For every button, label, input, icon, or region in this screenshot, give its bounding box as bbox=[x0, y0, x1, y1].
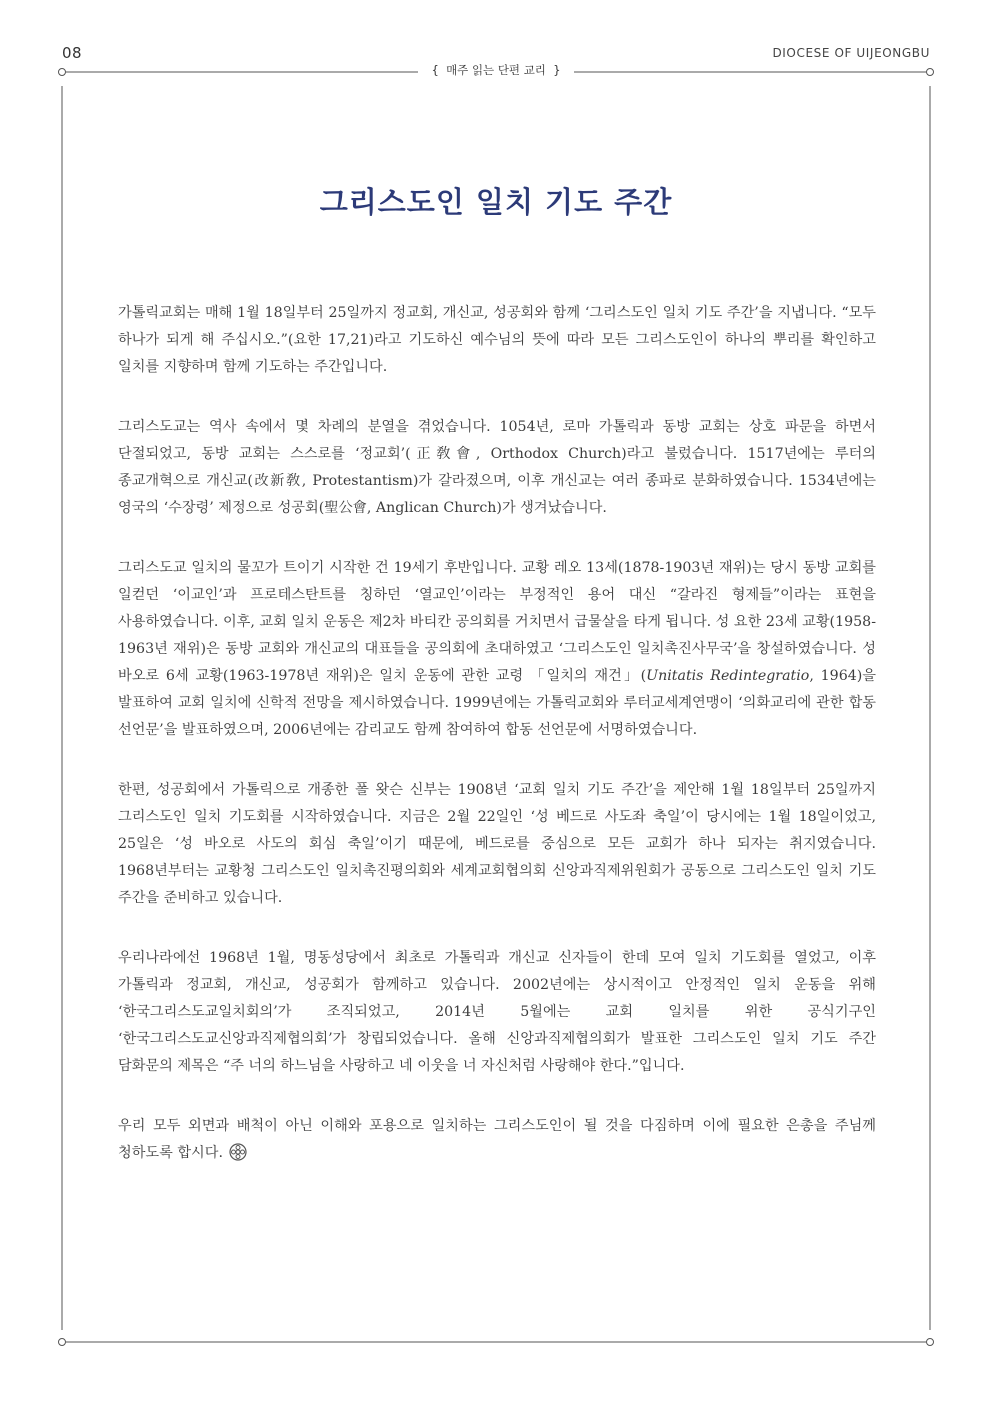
corner-circle-bottom-left bbox=[59, 1339, 66, 1346]
article-title: 그리스도인 일치 기도 주간 bbox=[319, 185, 673, 219]
paragraph-1: 가톨릭교회는 매해 1월 18일부터 25일까지 정교회, 개신교, 성공회와 함께 ‘그리스도인 일치 기도 주간’을 지냅니다. “모두 하나가 되게 해 주십시오.”(요한 17,21)라고 기도하신 예수님의 뜻에 따라 모든 그리스도인이 하나의 뿌리를 확인하고 일치를 지향하며 함께 기도하는 주간입니다. bbox=[118, 305, 876, 375]
series-brace-open: { bbox=[431, 63, 439, 77]
paragraph-2: 그리스도교는 역사 속에서 몇 차례의 분열을 겪었습니다. 1054년, 로마 가톨릭과 동방 교회는 상호 파문을 하면서 단절되었고, 동방 교회는 스스로를 ‘정교회’(正敎會, Orthodox Church)라고 불렀습니다. 1517년에는 루터의 종교개혁으로 개신교(改新敎, Protestantism)가 갈라졌으며, 이후 개신교는 여러 종파로 분화하였습니다. 1534년에는 영국의 ‘수장령’ 제정으로 성공회(聖公會, Anglican Church)가 생겨났습니다. bbox=[118, 419, 876, 516]
series-label bbox=[0, 62, 992, 78]
corner-circle-bottom-right bbox=[927, 1339, 934, 1346]
paragraph-6-text: 우리 모두 외면과 배척이 아닌 이해와 포용으로 일치하는 그리스도인이 될 것을 다짐하며 이에 필요한 은총을 주님께 청하도록 합시다. bbox=[118, 1118, 876, 1161]
series-brace-close: } bbox=[553, 63, 561, 77]
diocese-name: DIOCESE OF UIJEONGBU bbox=[772, 46, 930, 60]
end-mark-icon bbox=[229, 1143, 247, 1171]
page-number: 08 bbox=[62, 44, 83, 62]
paragraph-3-part-a: 그리스도교 일치의 물꼬가 트이기 시작한 건 19세기 후반입니다. 교황 레오 13세(1878-1903년 재위)는 당시 동방 교회를 일컫던 ‘이교인’과 프로테스탄트를 칭하던 ‘열교인’이라는 부정적인 용어 대신 “갈라진 형제들”이라는 표현을 사용하였습니다. 이후, 교회 일치 운동은 제2차 바티칸 공의회를 거치면서 급물살을 타게 됩니다. 성 요한 23세 교황(1958-1963년 재위)은 동방 교회와 개신교의 대표들을 공의회에 초대하였고 ‘그리스도인 일치촉진사무국’을 창설하였습니다. 성 바오로 6세 교황(1963-1978년 재위)은 일치 운동에 관한 교령 「일치의 재건」( bbox=[118, 560, 876, 684]
article-body bbox=[118, 300, 876, 1171]
paragraph-3-part-b: , 1964)을 발표하여 교회 일치에 신학적 전망을 제시하였습니다. 1999년에는 가톨릭교회와 루터교세계연맹이 ‘의화교리에 관한 합동 선언문’을 발표하였으며, 2006년에는 감리교도 함께 참여하여 합동 선언문에 서명하였습니다. bbox=[118, 668, 876, 738]
paragraph-6 bbox=[118, 1113, 876, 1171]
paragraph-3 bbox=[118, 555, 876, 744]
paragraph-5: 우리나라에선 1968년 1월, 명동성당에서 최초로 가톨릭과 개신교 신자들이 한데 모여 일치 기도회를 열었고, 이후 가톨릭과 정교회, 개신교, 성공회가 함께하고 있습니다. 2002년에는 상시적이고 안정적인 일치 운동을 위해 ‘한국그리스도교일치회의’가 조직되었고, 2014년 5월에는 교회 일치를 위한 공식기구인 ‘한국그리스도교신앙과직제협의회’가 창립되었습니다. 올해 신앙과직제협의회가 발표한 그리스도인 일치 기도 주간 담화문의 제목은 “주 너의 하느님을 사랑하고 네 이웃을 너 자신처럼 사랑해야 한다.”입니다. bbox=[118, 950, 876, 1074]
latin-title: Unitatis Redintegratio bbox=[646, 668, 810, 684]
series-title: 매주 읽는 단편 교리 bbox=[446, 63, 546, 77]
series-label-box bbox=[423, 63, 568, 77]
paragraph-4: 한편, 성공회에서 가톨릭으로 개종한 폴 왓슨 신부는 1908년 ‘교회 일치 기도 주간’을 제안해 1월 18일부터 25일까지 그리스도인 일치 기도회를 시작하였습니다. 지금은 2월 22일인 ‘성 베드로 사도좌 축일’이 당시에는 1월 18일이었고, 25일은 ‘성 바오로 사도의 회심 축일’이기 때문에, 베드로를 중심으로 모든 교회가 하나 되자는 취지였습니다. 1968년부터는 교황청 그리스도인 일치촉진평의회와 세계교회협의회 신앙과직제위원회가 공동으로 그리스도인 일치 기도 주간을 준비하고 있습니다. bbox=[118, 782, 876, 906]
